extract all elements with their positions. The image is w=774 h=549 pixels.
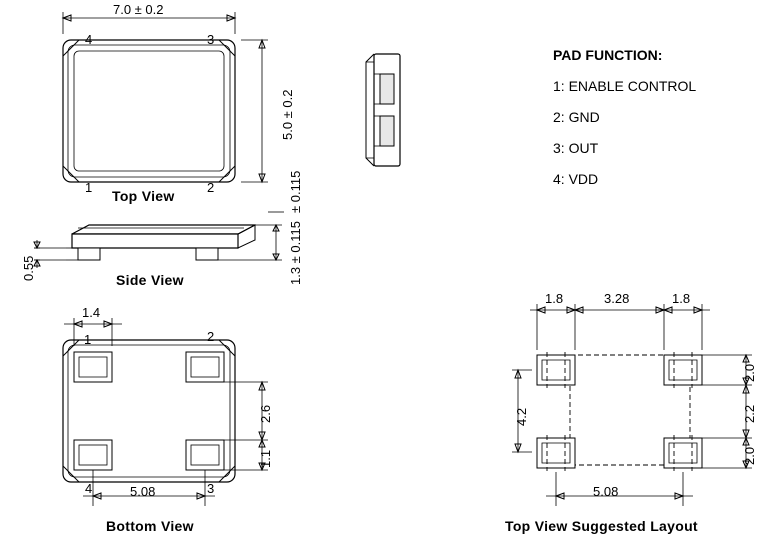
top-view-height-dimension: 5.0 ± 0.2: [280, 89, 295, 140]
top-view-pin-4: 4: [85, 32, 93, 47]
layout-view-caption: Top View Suggested Layout: [505, 518, 698, 534]
bottom-view-dim-2-6: 2.6: [258, 404, 273, 423]
layout-dim-right-2: 2.2: [742, 404, 757, 423]
layout-dim-bottom: 5.08: [593, 484, 619, 499]
side-view-height-dimension: 1.3 ± 0.115: [288, 221, 303, 285]
bottom-view-pin-2: 2: [207, 329, 215, 344]
bottom-view-pin-1: 1: [84, 332, 92, 347]
top-view-pin-2: 2: [207, 180, 215, 195]
pad-function-item-1: 1: ENABLE CONTROL: [553, 78, 697, 94]
top-view-caption: Top View: [112, 188, 175, 204]
side-view-standoff-dimension: 0.55: [21, 255, 36, 281]
bottom-view-dim-5-08: 5.08: [130, 484, 156, 499]
layout-dim-top-left: 1.8: [545, 291, 564, 306]
side-view-tolerance-top: ± 0.115: [288, 170, 303, 213]
layout-dim-left: 4.2: [514, 407, 529, 426]
bottom-view-pin-4: 4: [85, 481, 93, 496]
layout-dim-right-3: 2.0: [742, 446, 757, 465]
pad-function-item-3: 3: OUT: [553, 140, 599, 156]
layout-dim-top-mid: 3.28: [604, 291, 630, 306]
pad-function-title: PAD FUNCTION:: [553, 47, 663, 63]
side-view-caption: Side View: [116, 272, 184, 288]
pad-function-item-4: 4: VDD: [553, 171, 599, 187]
top-view-pin-3: 3: [207, 32, 215, 47]
bottom-view-pin-3: 3: [207, 481, 215, 496]
top-view-pin-1: 1: [85, 180, 93, 195]
layout-dim-right-1: 2.0: [742, 363, 757, 382]
top-view-width-dimension: 7.0 ± 0.2: [113, 2, 164, 17]
bottom-view-caption: Bottom View: [106, 518, 194, 534]
pad-function-item-2: 2: GND: [553, 109, 600, 125]
layout-dim-top-right: 1.8: [672, 291, 691, 306]
bottom-view-pad-width-dimension: 1.4: [82, 305, 101, 320]
bottom-view-dim-1-1: 1.1: [258, 449, 273, 468]
